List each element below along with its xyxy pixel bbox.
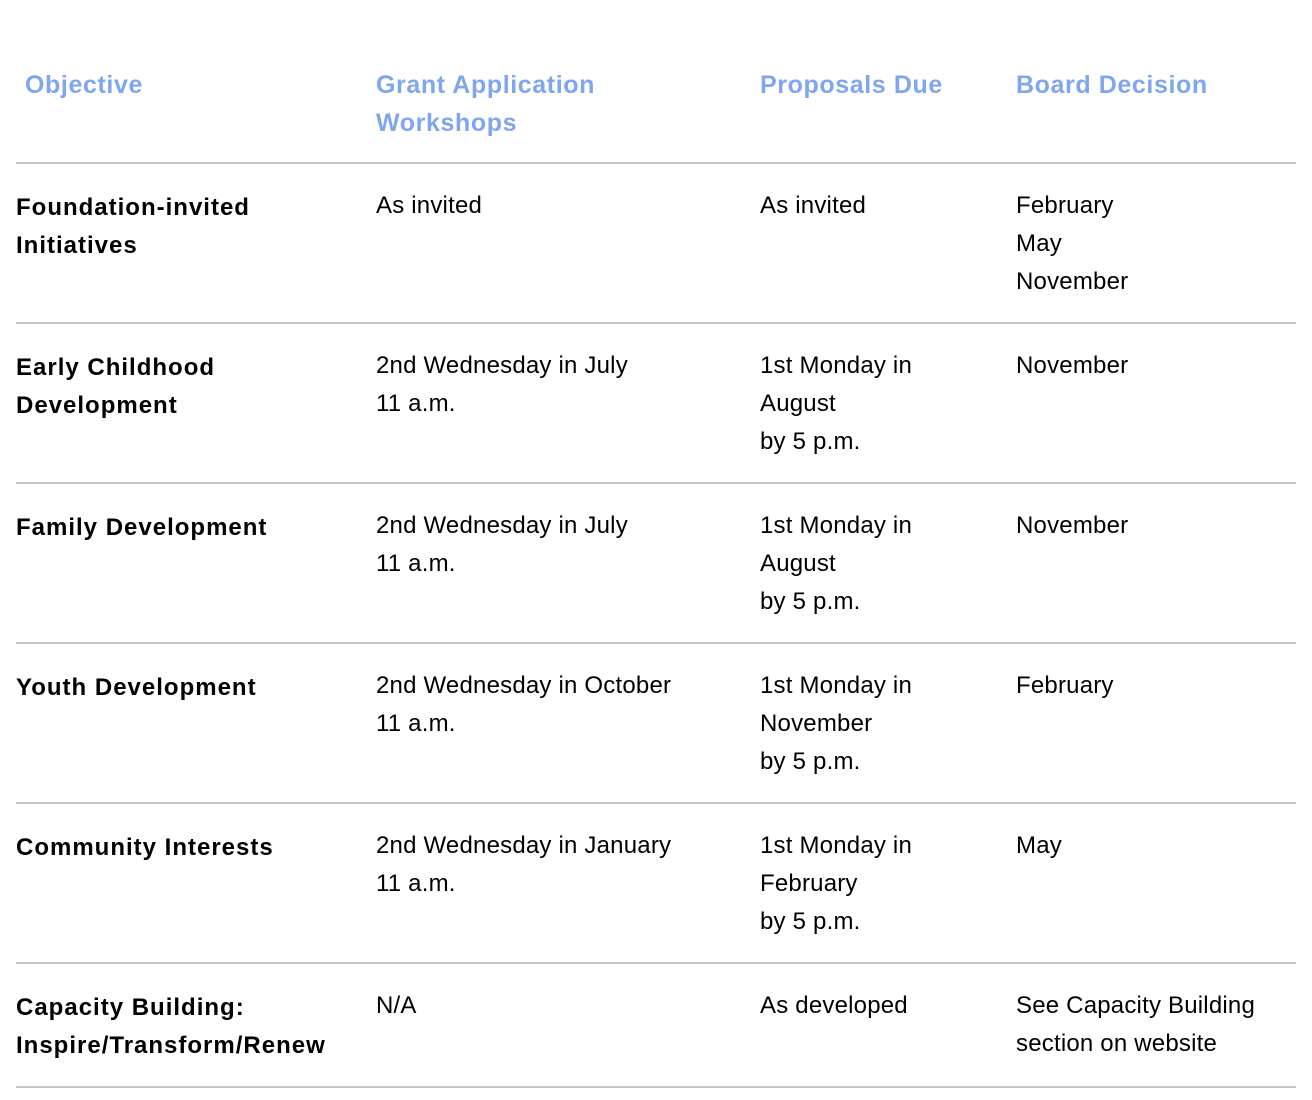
board-decision-cell-line: November	[1016, 352, 1129, 379]
workshops-cell-line: 2nd Wednesday in October	[376, 672, 672, 699]
objective-cell	[16, 484, 376, 642]
workshops-cell	[376, 164, 760, 322]
proposals-due-cell-line: 1st Monday in	[760, 832, 913, 859]
objective-cell	[16, 324, 376, 482]
table-header-row	[16, 66, 1296, 164]
header-workshops-label: Grant Application Workshops	[376, 71, 596, 137]
header-board-decision: Board Decision	[1016, 71, 1208, 99]
proposals-due-cell-line: August	[760, 390, 836, 417]
objective-cell	[16, 644, 376, 802]
objective-cell-line: Early Childhood	[16, 354, 216, 381]
proposals-due-cell	[760, 484, 1016, 642]
proposals-due-cell-line: August	[760, 550, 836, 577]
proposals-due-cell-line: 1st Monday in	[760, 672, 913, 699]
board-decision-cell-line: May	[1016, 832, 1062, 859]
table-row	[16, 484, 1296, 644]
objective-cell-line: Initiatives	[16, 232, 138, 259]
header-workshops	[376, 66, 760, 162]
proposals-due-cell-line: by 5 p.m.	[760, 428, 861, 455]
workshops-cell-line: 11 a.m.	[376, 550, 456, 577]
board-decision-cell-line: May	[1016, 230, 1062, 257]
table-row	[16, 164, 1296, 324]
board-decision-cell-line: section on website	[1016, 1030, 1218, 1057]
objective-cell-line: Development	[16, 392, 178, 419]
objective-cell	[16, 164, 376, 322]
proposals-due-cell	[760, 964, 1016, 1086]
objective-cell	[16, 964, 376, 1086]
table-row	[16, 804, 1296, 964]
proposals-due-cell-line: by 5 p.m.	[760, 908, 861, 935]
workshops-cell	[376, 964, 760, 1086]
board-decision-cell-line: February	[1016, 192, 1114, 219]
board-decision-cell	[1016, 644, 1296, 802]
objective-cell	[16, 804, 376, 962]
proposals-due-cell	[760, 324, 1016, 482]
board-decision-cell	[1016, 164, 1296, 322]
board-decision-cell	[1016, 484, 1296, 642]
header-proposals-due: Proposals Due	[760, 71, 943, 99]
workshops-cell-line: 2nd Wednesday in July	[376, 512, 628, 539]
workshops-cell	[376, 484, 760, 642]
proposals-due-cell-line: 1st Monday in	[760, 512, 913, 539]
proposals-due-cell	[760, 644, 1016, 802]
board-decision-cell	[1016, 324, 1296, 482]
workshops-cell-line: 2nd Wednesday in January	[376, 832, 672, 859]
proposals-due-cell-line: by 5 p.m.	[760, 588, 861, 615]
proposals-due-cell-line: by 5 p.m.	[760, 748, 861, 775]
board-decision-cell-line: November	[1016, 268, 1129, 295]
objective-cell-line: Capacity Building:	[16, 994, 245, 1021]
proposals-due-cell	[760, 164, 1016, 322]
workshops-cell-line: 2nd Wednesday in July	[376, 352, 628, 379]
workshops-cell	[376, 804, 760, 962]
workshops-cell-line: As invited	[376, 192, 483, 219]
workshops-cell	[376, 644, 760, 802]
board-decision-cell-line: See Capacity Building	[1016, 992, 1256, 1019]
workshops-cell-line: N/A	[376, 992, 417, 1019]
grant-schedule-table	[16, 66, 1296, 1088]
objective-cell-line: Foundation-invited	[16, 194, 250, 221]
proposals-due-cell-line: 1st Monday in	[760, 352, 913, 379]
workshops-cell-line: 11 a.m.	[376, 390, 456, 417]
proposals-due-cell-line: As invited	[760, 192, 867, 219]
objective-cell-line: Inspire/Transform/Renew	[16, 1032, 326, 1059]
table-row	[16, 324, 1296, 484]
board-decision-cell	[1016, 964, 1296, 1086]
table-body	[16, 164, 1296, 1088]
board-decision-cell-line: February	[1016, 672, 1114, 699]
table-row	[16, 644, 1296, 804]
workshops-cell-line: 11 a.m.	[376, 710, 456, 737]
proposals-due-cell	[760, 804, 1016, 962]
objective-cell-line: Community Interests	[16, 834, 274, 861]
objective-cell-line: Family Development	[16, 514, 268, 541]
board-decision-cell-line: November	[1016, 512, 1129, 539]
workshops-cell-line: 11 a.m.	[376, 870, 456, 897]
objective-cell-line: Youth Development	[16, 674, 257, 701]
board-decision-cell	[1016, 804, 1296, 962]
proposals-due-cell-line: November	[760, 710, 873, 737]
header-objective: Objective	[25, 71, 143, 99]
workshops-cell	[376, 324, 760, 482]
table-row	[16, 964, 1296, 1088]
proposals-due-cell-line: As developed	[760, 992, 908, 1019]
proposals-due-cell-line: February	[760, 870, 858, 897]
